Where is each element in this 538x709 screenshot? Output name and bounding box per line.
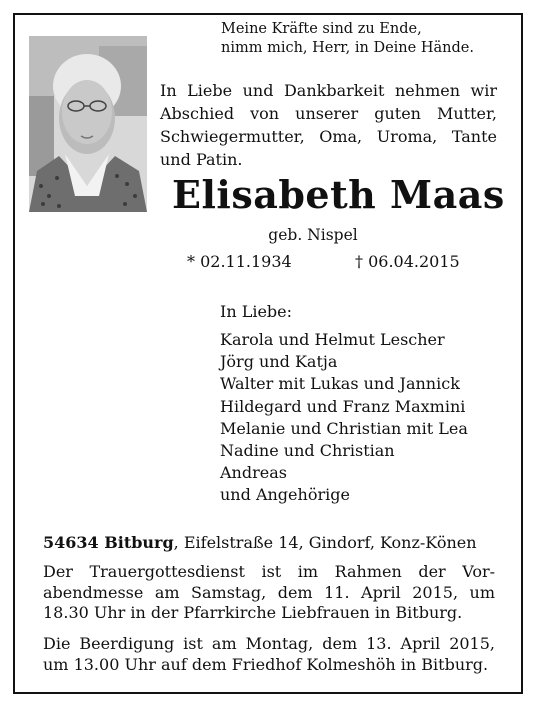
mourner-name: Nadine und Christian: [220, 441, 395, 461]
deceased-name: Elisabeth Maas: [172, 172, 505, 217]
address: [43, 533, 477, 552]
mourner-name: Walter mit Lukas und Jannick: [220, 374, 460, 394]
burial-info: [43, 634, 495, 675]
service-info: [43, 562, 495, 624]
intro-text: [160, 79, 497, 171]
intro-line: Schwiegermutter, Oma, Uroma, Tante: [160, 127, 497, 146]
mourners-label: In Liebe:: [220, 302, 293, 321]
service-line: 18.30 Uhr in der Pfarrkirche Liebfrauen in Bitburg.: [43, 603, 463, 622]
verse-line: nimm mich, Herr, in Deine Hände.: [221, 40, 474, 56]
service-line: abendmesse am Samstag, dem 11. April 2015, um: [43, 582, 495, 602]
birth-name: geb. Nispel: [268, 226, 358, 244]
address-street: , Eifelstraße 14, Gindorf, Konz-Könen: [173, 533, 477, 552]
service-line: Der Trauergottesdienst ist im Rahmen der Vor-: [43, 562, 495, 581]
portrait-photo: [29, 36, 147, 212]
address-postal-city: 54634 Bitburg: [43, 533, 174, 552]
portrait-image: [29, 36, 147, 212]
burial-line: um 13.00 Uhr auf dem Friedhof Kolmeshöh in Bitburg.: [43, 654, 489, 674]
mourner-name: und Angehörige: [220, 485, 350, 505]
mourners-list: [220, 329, 468, 507]
mourner-name: Andreas: [220, 463, 287, 483]
mourner-name: Karola und Helmut Lescher: [220, 330, 445, 349]
intro-line: und Patin.: [160, 150, 243, 169]
verse: [221, 20, 474, 58]
verse-line: Meine Kräfte sind zu Ende,: [221, 21, 422, 37]
mourner-name: Hildegard und Franz Maxmini: [220, 396, 466, 416]
death-date: † 06.04.2015: [355, 252, 460, 271]
mourner-name: Jörg und Katja: [220, 352, 338, 372]
intro-line: Abschied von unserer guten Mutter,: [160, 104, 497, 123]
birth-date: * 02.11.1934: [187, 252, 292, 271]
burial-line: Die Beerdigung ist am Montag, dem 13. April 2015,: [43, 634, 495, 653]
mourner-name: Melanie und Christian mit Lea: [220, 418, 468, 438]
intro-line: In Liebe und Dankbarkeit nehmen wir: [160, 81, 497, 100]
